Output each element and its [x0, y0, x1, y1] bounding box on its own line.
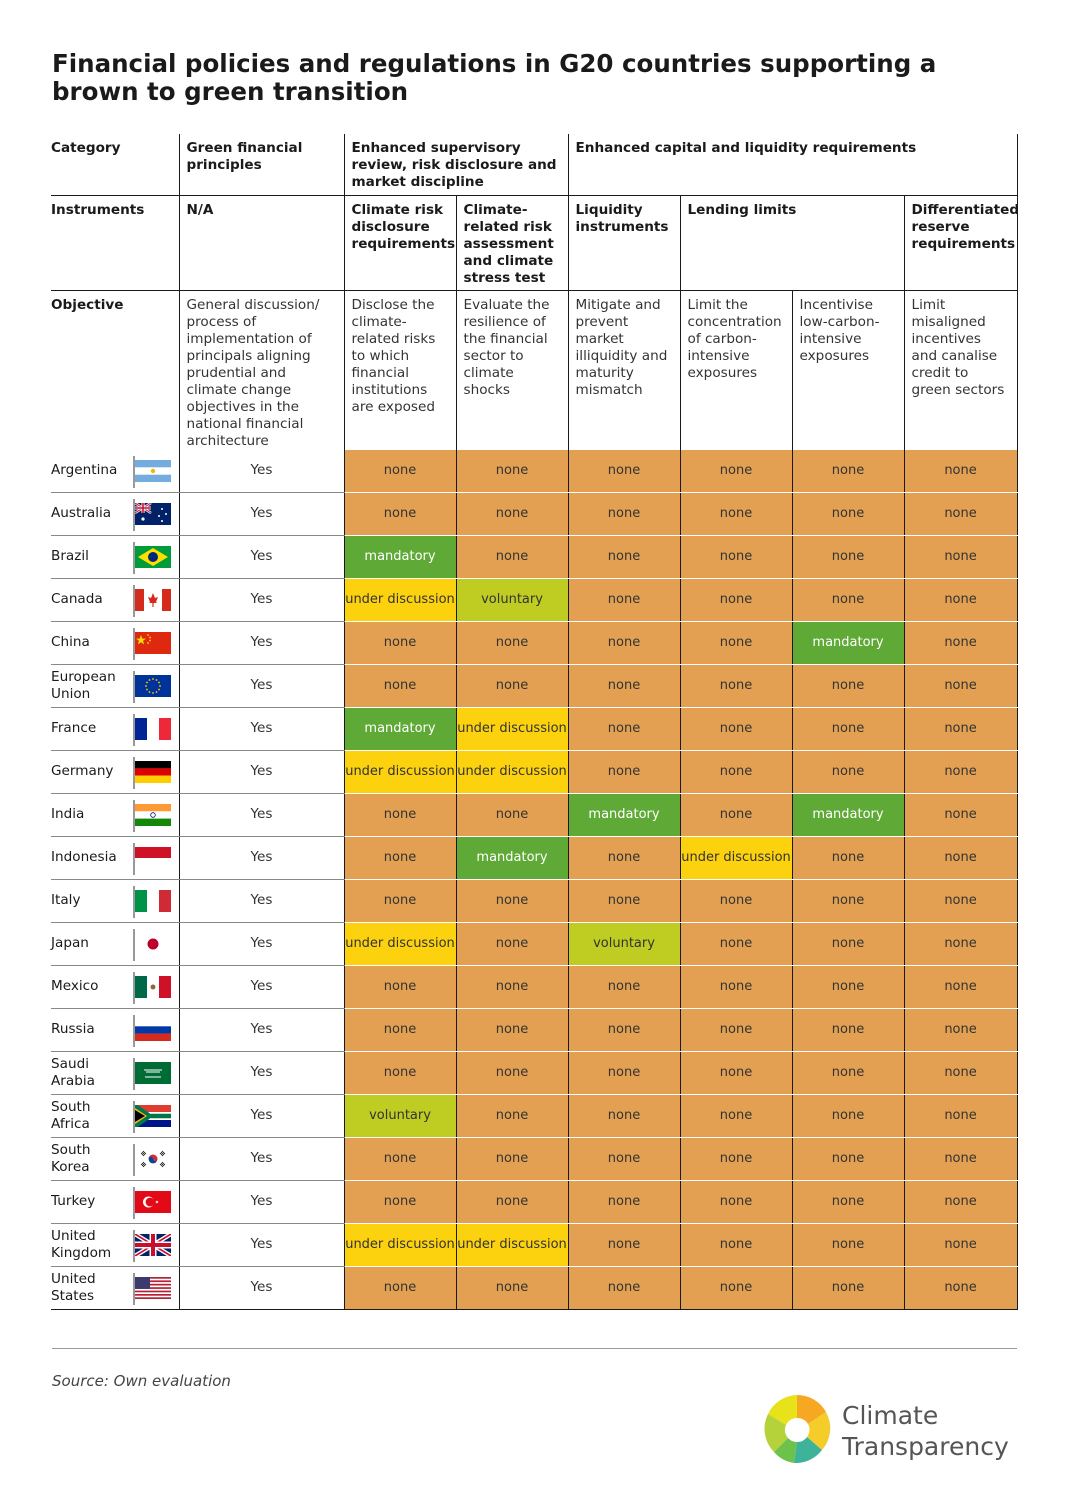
status-cell-stress-test: voluntary [456, 578, 568, 621]
status-cell-reserve: none [904, 450, 1017, 493]
status-cell-stress-test: none [456, 793, 568, 836]
germany-flag-icon [135, 761, 171, 783]
status-cell-lending-incentive: none [792, 664, 904, 707]
green-principles-value: Yes [179, 1223, 344, 1266]
green-principles-value: Yes [179, 879, 344, 922]
status-cell-lending-incentive: none [792, 879, 904, 922]
indonesia-flag-icon [135, 847, 171, 869]
status-cell-disclosure: none [344, 492, 456, 535]
country-cell-italy [51, 879, 179, 922]
objective-reserve: Limit misaligned incentives and canalise credit to green sectors [904, 290, 1017, 450]
instrument-disclosure: Climate risk disclosure requirements [344, 195, 456, 290]
logo-line-1: Climate [842, 1401, 939, 1430]
status-cell-stress-test: none [456, 1051, 568, 1094]
canada-flag-icon [135, 589, 171, 611]
status-cell-stress-test: mandatory [456, 836, 568, 879]
green-principles-value: Yes [179, 1137, 344, 1180]
footer-rule [52, 1348, 1017, 1349]
status-cell-stress-test: under discussion [456, 1223, 568, 1266]
status-cell-lending-concentration: none [680, 922, 792, 965]
status-cell-liquidity: mandatory [568, 793, 680, 836]
status-cell-reserve: none [904, 1008, 1017, 1051]
status-cell-liquidity: none [568, 879, 680, 922]
status-cell-lending-concentration: none [680, 492, 792, 535]
south-africa-flag-icon [135, 1105, 171, 1127]
status-cell-liquidity: none [568, 1223, 680, 1266]
south-korea-flag-icon [135, 1148, 171, 1170]
status-cell-liquidity: none [568, 450, 680, 493]
status-cell-lending-incentive: none [792, 578, 904, 621]
status-cell-stress-test: none [456, 1180, 568, 1223]
status-cell-reserve: none [904, 793, 1017, 836]
status-cell-lending-concentration: none [680, 1223, 792, 1266]
status-cell-disclosure: under discussion [344, 1223, 456, 1266]
country-name: United Kingdom [51, 1227, 112, 1261]
table-row [51, 664, 1017, 707]
table-row [51, 793, 1017, 836]
status-cell-liquidity: none [568, 621, 680, 664]
status-cell-liquidity: none [568, 1094, 680, 1137]
eu-flag-icon [135, 675, 171, 697]
status-cell-stress-test: none [456, 621, 568, 664]
status-cell-lending-concentration: none [680, 707, 792, 750]
australia-flag-icon [135, 503, 171, 525]
china-flag-icon [135, 632, 171, 654]
status-cell-stress-test: none [456, 535, 568, 578]
status-cell-lending-concentration: none [680, 535, 792, 578]
turkey-flag-icon [135, 1191, 171, 1213]
table-row [51, 1180, 1017, 1223]
country-cell-united-states [51, 1266, 179, 1309]
status-cell-disclosure: none [344, 1137, 456, 1180]
status-cell-disclosure: none [344, 793, 456, 836]
green-principles-value: Yes [179, 965, 344, 1008]
status-cell-lending-concentration: none [680, 450, 792, 493]
status-cell-lending-concentration: none [680, 1266, 792, 1309]
status-cell-stress-test: none [456, 1008, 568, 1051]
country-name: European Union [51, 668, 116, 702]
category-green: Green financial principles [179, 134, 344, 195]
status-cell-lending-incentive: none [792, 836, 904, 879]
country-name: Canada [51, 591, 103, 607]
table-row [51, 578, 1017, 621]
usa-flag-icon [135, 1277, 171, 1299]
country-cell-argentina [51, 450, 179, 493]
status-cell-lending-concentration: none [680, 879, 792, 922]
status-cell-reserve: none [904, 750, 1017, 793]
country-cell-south-africa [51, 1094, 179, 1137]
objective-liquidity: Mitigate and prevent market illiquidity and maturity mismatch [568, 290, 680, 450]
table-row [51, 450, 1017, 493]
status-cell-lending-incentive: none [792, 965, 904, 1008]
status-cell-lending-incentive: none [792, 1223, 904, 1266]
green-principles-value: Yes [179, 1008, 344, 1051]
country-cell-germany [51, 750, 179, 793]
country-name: South Africa [51, 1098, 91, 1132]
status-cell-lending-incentive: none [792, 1137, 904, 1180]
status-cell-lending-concentration: none [680, 793, 792, 836]
status-cell-reserve: none [904, 621, 1017, 664]
uk-flag-icon [135, 1234, 171, 1256]
status-cell-lending-incentive: none [792, 450, 904, 493]
table-row [51, 879, 1017, 922]
status-cell-stress-test: none [456, 1137, 568, 1180]
status-cell-disclosure: none [344, 450, 456, 493]
status-cell-disclosure: none [344, 965, 456, 1008]
country-name: South Korea [51, 1141, 91, 1175]
objective-lending-incentive: Incentivise low-carbon-intensive exposures [792, 290, 904, 450]
green-principles-value: Yes [179, 922, 344, 965]
country-name: China [51, 634, 90, 650]
country-name: France [51, 720, 97, 736]
status-cell-stress-test: none [456, 450, 568, 493]
source-note: Source: Own evaluation [52, 1372, 231, 1390]
country-name: Saudi Arabia [51, 1055, 95, 1089]
green-principles-value: Yes [179, 793, 344, 836]
status-cell-disclosure: under discussion [344, 750, 456, 793]
country-name: Argentina [51, 462, 118, 478]
status-cell-liquidity: none [568, 535, 680, 578]
category-label: Category [51, 134, 179, 195]
status-cell-reserve: none [904, 879, 1017, 922]
table-row [51, 1051, 1017, 1094]
country-cell-australia [51, 492, 179, 535]
green-principles-value: Yes [179, 450, 344, 493]
status-cell-reserve: none [904, 535, 1017, 578]
country-cell-russia [51, 1008, 179, 1051]
green-principles-value: Yes [179, 621, 344, 664]
status-cell-reserve: none [904, 1266, 1017, 1309]
status-cell-reserve: none [904, 707, 1017, 750]
table-row [51, 1094, 1017, 1137]
country-name: Turkey [51, 1193, 96, 1209]
country-cell-south-korea [51, 1137, 179, 1180]
logo-text [842, 1400, 1009, 1462]
country-name: United States [51, 1270, 96, 1304]
country-name: Brazil [51, 548, 89, 564]
status-cell-reserve: none [904, 1180, 1017, 1223]
status-cell-liquidity: voluntary [568, 922, 680, 965]
status-cell-reserve: none [904, 1094, 1017, 1137]
instrument-stress-test: Climate-related risk assessment and climate stress test [456, 195, 568, 290]
country-cell-brazil [51, 535, 179, 578]
status-cell-liquidity: none [568, 1137, 680, 1180]
status-cell-liquidity: none [568, 836, 680, 879]
status-cell-stress-test: none [456, 965, 568, 1008]
objective-green: General discussion/ process of implementation of principals aligning prudential and climate change objectives in the national financial architecture [179, 290, 344, 450]
instrument-green: N/A [179, 195, 344, 290]
green-principles-value: Yes [179, 1094, 344, 1137]
brazil-flag-icon [135, 546, 171, 568]
status-cell-liquidity: none [568, 1180, 680, 1223]
status-cell-stress-test: none [456, 1266, 568, 1309]
status-cell-liquidity: none [568, 707, 680, 750]
status-cell-lending-concentration: none [680, 621, 792, 664]
status-cell-lending-concentration: none [680, 578, 792, 621]
green-principles-value: Yes [179, 578, 344, 621]
country-name: India [51, 806, 85, 822]
status-cell-liquidity: none [568, 1008, 680, 1051]
japan-flag-icon [135, 933, 171, 955]
logo-line-2: Transparency [842, 1432, 1009, 1461]
status-cell-disclosure: under discussion [344, 922, 456, 965]
status-cell-disclosure: under discussion [344, 578, 456, 621]
status-cell-lending-incentive: mandatory [792, 621, 904, 664]
status-cell-disclosure: none [344, 1008, 456, 1051]
status-cell-stress-test: under discussion [456, 707, 568, 750]
status-cell-lending-concentration: none [680, 1008, 792, 1051]
status-cell-liquidity: none [568, 750, 680, 793]
country-name: Japan [51, 935, 89, 951]
table-row [51, 1008, 1017, 1051]
table-row [51, 535, 1017, 578]
country-name: Australia [51, 505, 112, 521]
green-principles-value: Yes [179, 1051, 344, 1094]
table-row [51, 922, 1017, 965]
objective-stress-test: Evaluate the resilience of the financial sector to climate shocks [456, 290, 568, 450]
climate-transparency-logo-icon [762, 1390, 832, 1470]
status-cell-stress-test: under discussion [456, 750, 568, 793]
status-cell-lending-incentive: none [792, 1266, 904, 1309]
country-rows [51, 450, 1017, 1310]
france-flag-icon [135, 718, 171, 740]
status-cell-disclosure: mandatory [344, 535, 456, 578]
page-title: Financial policies and regulations in G20 countries supporting a brown to green transition [52, 49, 937, 106]
green-principles-value: Yes [179, 836, 344, 879]
table-row [51, 621, 1017, 664]
status-cell-disclosure: none [344, 1180, 456, 1223]
green-principles-value: Yes [179, 1180, 344, 1223]
table-row [51, 1266, 1017, 1309]
status-cell-liquidity: none [568, 965, 680, 1008]
status-cell-lending-concentration: under discussion [680, 836, 792, 879]
status-cell-reserve: none [904, 922, 1017, 965]
table-row [51, 1223, 1017, 1266]
country-cell-saudi-arabia [51, 1051, 179, 1094]
status-cell-reserve: none [904, 664, 1017, 707]
status-cell-lending-incentive: none [792, 707, 904, 750]
status-cell-lending-incentive: none [792, 492, 904, 535]
status-cell-lending-concentration: none [680, 1094, 792, 1137]
country-cell-turkey [51, 1180, 179, 1223]
status-cell-stress-test: none [456, 879, 568, 922]
status-cell-disclosure: mandatory [344, 707, 456, 750]
status-cell-disclosure: none [344, 621, 456, 664]
status-cell-lending-incentive: none [792, 1180, 904, 1223]
status-cell-liquidity: none [568, 664, 680, 707]
country-name: Germany [51, 763, 114, 779]
status-cell-lending-incentive: none [792, 1094, 904, 1137]
status-cell-lending-incentive: mandatory [792, 793, 904, 836]
status-cell-liquidity: none [568, 492, 680, 535]
objective-lending-concentration: Limit the concentration of carbon-intensive exposures [680, 290, 792, 450]
country-cell-japan [51, 922, 179, 965]
country-cell-france [51, 707, 179, 750]
status-cell-stress-test: none [456, 922, 568, 965]
status-cell-liquidity: none [568, 578, 680, 621]
status-cell-lending-incentive: none [792, 750, 904, 793]
instruments-label: Instruments [51, 195, 179, 290]
status-cell-lending-incentive: none [792, 1051, 904, 1094]
argentina-flag-icon [135, 460, 171, 482]
country-cell-european-union [51, 664, 179, 707]
status-cell-reserve: none [904, 836, 1017, 879]
status-cell-stress-test: none [456, 664, 568, 707]
green-principles-value: Yes [179, 1266, 344, 1309]
mexico-flag-icon [135, 976, 171, 998]
russia-flag-icon [135, 1019, 171, 1041]
green-principles-value: Yes [179, 750, 344, 793]
instrument-liquidity: Liquidity instruments [568, 195, 680, 290]
status-cell-lending-concentration: none [680, 1137, 792, 1180]
category-supervisory: Enhanced supervisory review, risk disclosure and market discipline [344, 134, 568, 195]
status-cell-reserve: none [904, 965, 1017, 1008]
country-cell-canada [51, 578, 179, 621]
green-principles-value: Yes [179, 664, 344, 707]
country-cell-china [51, 621, 179, 664]
objective-disclosure: Disclose the climate-related risks to which financial institutions are exposed [344, 290, 456, 450]
status-cell-disclosure: none [344, 879, 456, 922]
status-cell-disclosure: voluntary [344, 1094, 456, 1137]
status-cell-reserve: none [904, 578, 1017, 621]
category-capital: Enhanced capital and liquidity requirements [568, 134, 1017, 195]
instrument-reserve: Differentiated reserve requirements [904, 195, 1017, 290]
country-name: Indonesia [51, 849, 117, 865]
saudi-arabia-flag-icon [135, 1062, 171, 1084]
status-cell-reserve: none [904, 1137, 1017, 1180]
table-row [51, 492, 1017, 535]
status-cell-lending-concentration: none [680, 965, 792, 1008]
status-cell-reserve: none [904, 1223, 1017, 1266]
status-cell-reserve: none [904, 492, 1017, 535]
instrument-lending-limits: Lending limits [680, 195, 904, 290]
country-name: Mexico [51, 978, 99, 994]
green-principles-value: Yes [179, 707, 344, 750]
policy-table [51, 134, 1018, 1310]
country-cell-indonesia [51, 836, 179, 879]
green-principles-value: Yes [179, 535, 344, 578]
green-principles-value: Yes [179, 492, 344, 535]
country-name: Russia [51, 1021, 95, 1037]
status-cell-lending-concentration: none [680, 1180, 792, 1223]
status-cell-disclosure: none [344, 664, 456, 707]
status-cell-stress-test: none [456, 492, 568, 535]
status-cell-lending-incentive: none [792, 535, 904, 578]
status-cell-disclosure: none [344, 1051, 456, 1094]
status-cell-disclosure: none [344, 1266, 456, 1309]
country-name: Italy [51, 892, 81, 908]
status-cell-reserve: none [904, 1051, 1017, 1094]
status-cell-liquidity: none [568, 1051, 680, 1094]
table-row [51, 1137, 1017, 1180]
table-row [51, 965, 1017, 1008]
status-cell-lending-concentration: none [680, 664, 792, 707]
status-cell-liquidity: none [568, 1266, 680, 1309]
italy-flag-icon [135, 890, 171, 912]
status-cell-lending-incentive: none [792, 922, 904, 965]
table-row [51, 750, 1017, 793]
country-cell-mexico [51, 965, 179, 1008]
status-cell-lending-concentration: none [680, 750, 792, 793]
country-cell-united-kingdom [51, 1223, 179, 1266]
country-cell-india [51, 793, 179, 836]
table-row [51, 836, 1017, 879]
status-cell-lending-concentration: none [680, 1051, 792, 1094]
status-cell-disclosure: none [344, 836, 456, 879]
india-flag-icon [135, 804, 171, 826]
status-cell-lending-incentive: none [792, 1008, 904, 1051]
table-row [51, 707, 1017, 750]
climate-transparency-logo [762, 1390, 1022, 1470]
objective-label: Objective [51, 296, 124, 313]
status-cell-stress-test: none [456, 1094, 568, 1137]
